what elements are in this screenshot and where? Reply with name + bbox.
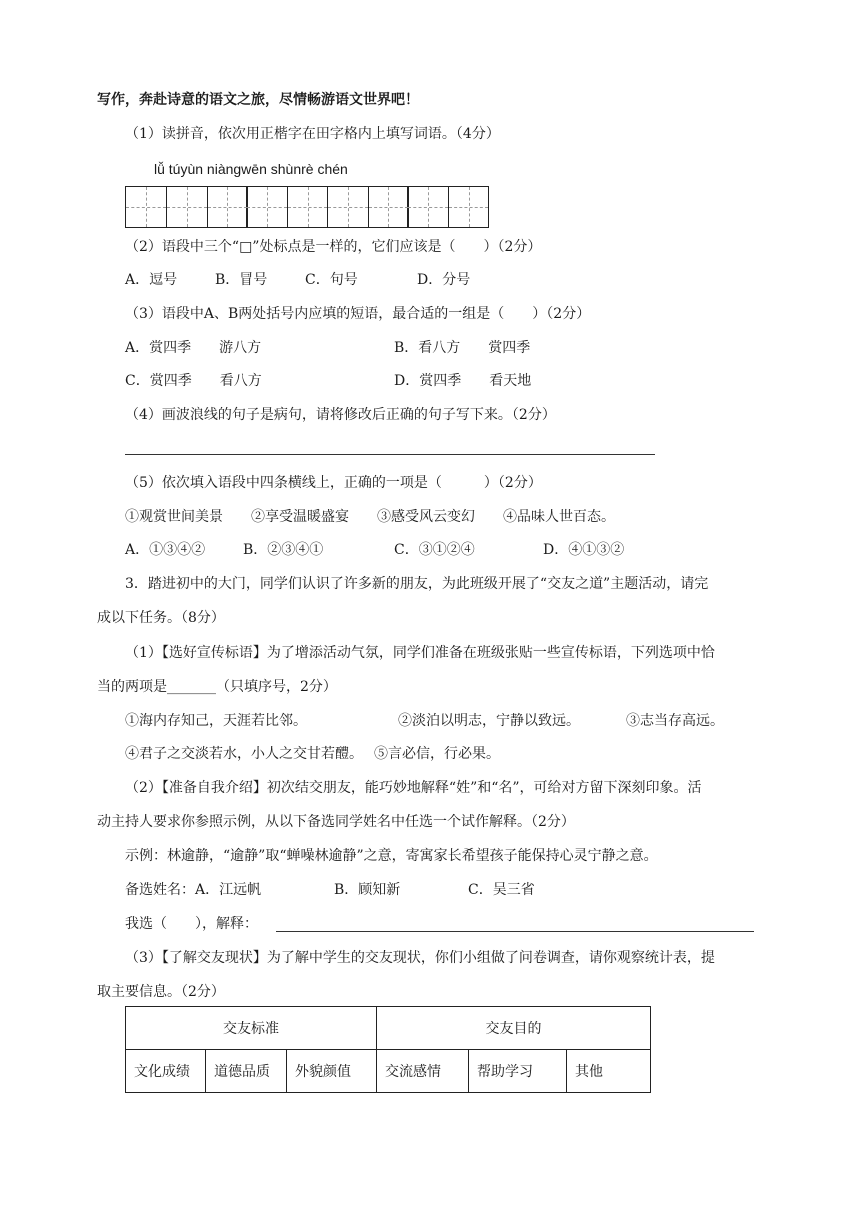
slogan-option-4: ④君子之交淡若水，小人之交甘若醴。 bbox=[125, 746, 363, 762]
table-row bbox=[126, 1050, 651, 1093]
group-header-purpose: 交友目的 bbox=[377, 1007, 651, 1050]
task-3-line-1: （3）【了解交友现状】为了解中学生的交友现状，你们小组做了问卷调查，请你观察统计表，提 bbox=[125, 950, 715, 966]
section-3-stem-line-1: 3．踏进初中的大门，同学们认识了许多新的朋友，为此班级开展了“交友之道”主题活动，请完 bbox=[125, 576, 709, 592]
table-cell: 其他 bbox=[567, 1050, 651, 1093]
candidate-b[interactable]: B．顾知新 bbox=[334, 882, 401, 898]
tian-cell[interactable] bbox=[207, 187, 247, 227]
q2-option-d[interactable]: D．分号 bbox=[417, 272, 471, 288]
q5-option-d[interactable]: D．④①③② bbox=[543, 542, 625, 558]
tian-cell[interactable] bbox=[368, 187, 408, 227]
task-2-example: 示例：林逾静，“逾静”取“蝉噪林逾静”之意，寄寓家长希望孩子能保持心灵宁静之意。 bbox=[125, 848, 658, 864]
candidate-c[interactable]: C．吴三省 bbox=[468, 882, 535, 898]
q2-option-a[interactable]: A．逗号 bbox=[125, 272, 178, 288]
survey-table bbox=[125, 1006, 651, 1093]
q3-option-c[interactable]: C．赏四季 看八方 bbox=[125, 373, 262, 389]
question-5-prompt: （5）依次填入语段中四条横线上，正确的一项是（ ）（2分） bbox=[125, 475, 542, 491]
question-2-prompt: （2）语段中三个“□”处标点是一样的，它们应该是（ ）（2分） bbox=[125, 239, 542, 255]
tian-group-1 bbox=[125, 186, 167, 228]
slogan-option-5: ⑤言必信，行必果。 bbox=[374, 746, 500, 762]
task-1-line-2: 当的两项是_______（只填序号，2分） bbox=[97, 679, 337, 695]
q3-option-b[interactable]: B．看八方 赏四季 bbox=[394, 340, 531, 356]
task-1-line-1: （1）【选好宣传标语】为了增添活动气氛，同学们准备在班级张贴一些宣传标语，下列选项中恰 bbox=[125, 645, 715, 661]
slogan-option-3: ③志当存高远。 bbox=[626, 713, 724, 729]
q2-option-b[interactable]: B．冒号 bbox=[215, 272, 268, 288]
task-2-line-2: 动主持人要求你参照示例，从以下备选同学姓名中任选一个试作解释。（2分） bbox=[97, 814, 575, 830]
tian-cell[interactable] bbox=[126, 187, 166, 227]
q5-option-a[interactable]: A．①③④② bbox=[125, 542, 206, 558]
tian-group-2 bbox=[166, 186, 248, 228]
slogan-option-2: ②淡泊以明志，宁静以致远。 bbox=[398, 713, 580, 729]
q3-option-d[interactable]: D．赏四季 看天地 bbox=[394, 373, 532, 389]
table-cell: 交流感情 bbox=[377, 1050, 469, 1093]
question-1-prompt: （1）读拼音，依次用正楷字在田字格内上填写词语。（4分） bbox=[125, 126, 500, 142]
question-3-prompt: （3）语段中A、B两处括号内应填的短语，最合适的一组是（ ）（2分） bbox=[125, 306, 591, 322]
answer-line-q4[interactable] bbox=[125, 454, 655, 455]
tian-zi-grid bbox=[125, 186, 488, 228]
q3-option-a[interactable]: A．赏四季 游八方 bbox=[125, 340, 262, 356]
q5-phrases: ①观赏世间美景 ②享受温暖盛宴 ③感受风云变幻 ④品味人世百态。 bbox=[125, 509, 615, 525]
table-cell: 帮助学习 bbox=[469, 1050, 567, 1093]
q5-option-b[interactable]: B．②③④① bbox=[243, 542, 324, 558]
tian-cell[interactable] bbox=[448, 187, 488, 227]
tian-cell[interactable] bbox=[408, 187, 448, 227]
tian-group-3 bbox=[246, 186, 328, 228]
question-4-prompt: （4）画波浪线的句子是病句，请将修改后正确的句子写下来。（2分） bbox=[125, 407, 556, 423]
table-cell: 道德品质 bbox=[206, 1050, 287, 1093]
section-3-stem-line-2: 成以下任务。（8分） bbox=[97, 610, 225, 626]
q2-option-c[interactable]: C．句号 bbox=[305, 272, 358, 288]
tian-cell[interactable] bbox=[167, 187, 207, 227]
task-3-line-2: 取主要信息。（2分） bbox=[97, 984, 225, 1000]
tian-cell[interactable] bbox=[328, 187, 368, 227]
intro-text: 写作，奔赴诗意的语文之旅，尽情畅游语文世界吧！ bbox=[97, 92, 419, 108]
answer-line-explain[interactable] bbox=[276, 931, 754, 932]
tian-cell[interactable] bbox=[287, 187, 327, 227]
task-2-line-1: （2）【准备自我介绍】初次结交朋友，能巧妙地解释“姓”和“名”，可给对方留下深刻印象。活 bbox=[125, 780, 702, 796]
q5-option-c[interactable]: C．③①②④ bbox=[394, 542, 475, 558]
choice-label: 我选（ ），解释： bbox=[125, 916, 258, 932]
table-cell: 外貌颜值 bbox=[287, 1050, 377, 1093]
slogan-option-1: ①海内存知己，天涯若比邻。 bbox=[125, 713, 307, 729]
table-cell: 文化成绩 bbox=[126, 1050, 206, 1093]
group-header-standard: 交友标准 bbox=[126, 1007, 377, 1050]
pinyin-line: lǚ túyùn niàngwēn shùnrè chén bbox=[154, 161, 348, 177]
tian-group-4 bbox=[327, 186, 409, 228]
tian-cell[interactable] bbox=[247, 187, 287, 227]
table-header-row bbox=[126, 1007, 651, 1050]
candidate-a[interactable]: 备选姓名：A．江远帆 bbox=[125, 882, 262, 898]
tian-group-5 bbox=[407, 186, 489, 228]
